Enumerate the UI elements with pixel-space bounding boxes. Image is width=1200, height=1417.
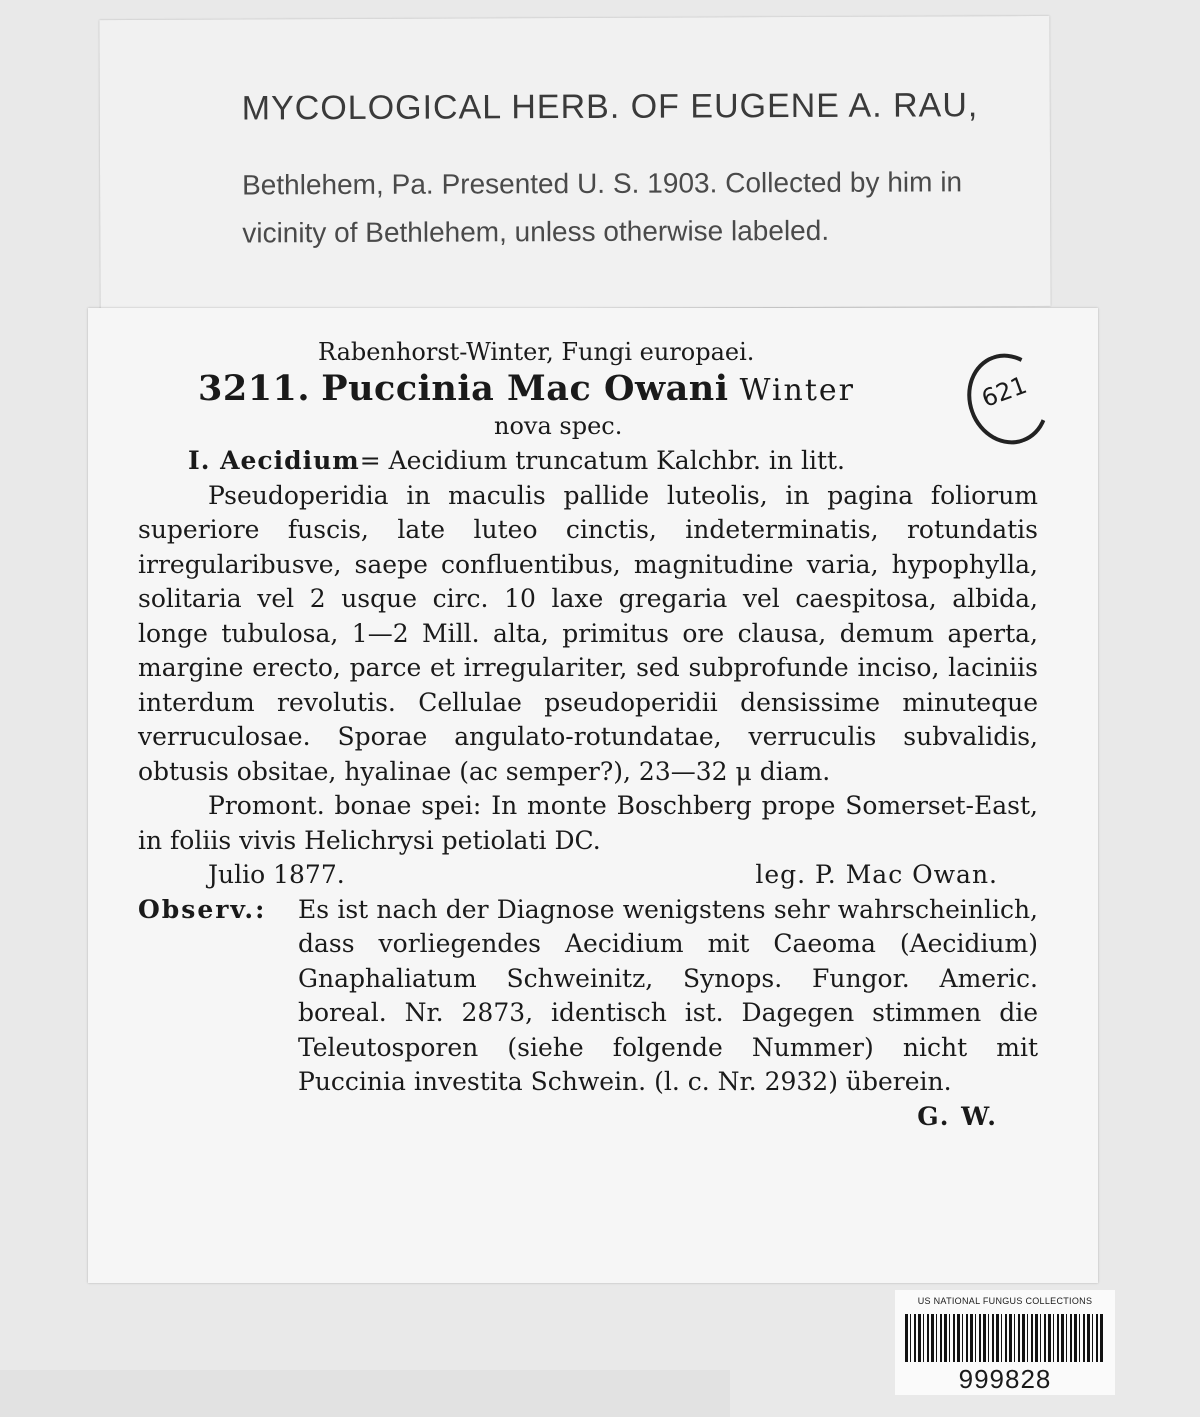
collection-date: Julio 1877. bbox=[208, 860, 345, 889]
observation-label: Observ.: bbox=[138, 894, 267, 924]
observation-text: Es ist nach der Diagnose wenigstens sehr wahrscheinlich, dass vorliegendes Aecidium mit Caeoma (Aecidium) Gnaphaliatum Schweinitz, Synops. Fungor. Americ. boreal. Nr. 2873, identisch ist. Dagegen stimmen die Teleutosporen (siehe folgende Nummer) nicht mit Puccinia investita Schwein. (l. c. Nr. 2932) überein. bbox=[298, 894, 1038, 1096]
locality: Promont. bonae spei: In monte Boschberg prope Somerset-East, in foliis vivis Helichrysi petiolati DC. bbox=[138, 791, 1038, 855]
barcode-header: US NATIONAL FUNGUS COLLECTIONS bbox=[917, 1296, 1093, 1306]
lower-paper-strip bbox=[0, 1370, 730, 1417]
description: Pseudoperidia in maculis pallide luteolis, in pagina foliorum superiore fuscis, late luteo cinctis, indeterminatis, rotundatis irregularibusve, saepe confluentibus, magnitudine varia, hypophylla, solitaria vel 2 usque circ. 10 laxe gregaria vel caespitosa, albida, longe tubulosa, 1—2 Mill. alta, primitus ore clausa, demum aperta, margine erecto, parce et irregulariter, sed subprofunde inciso, laciniis interdum revolutis. Cellulae pseudoperidii densissime minuteque verruculosae. Sporae angulato-rotundatae, verruculis subvalidis, obtusis obsitae, hyalinae (ac semper?), 23—32 μ diam. bbox=[138, 480, 1038, 786]
barcode-bars bbox=[905, 1314, 1105, 1362]
herbarium-label bbox=[99, 16, 1050, 310]
aecidium-synonym: = Aecidium truncatum Kalchbr. in litt. bbox=[359, 446, 845, 475]
aecidium-label: I. Aecidium bbox=[188, 446, 360, 475]
observation bbox=[138, 893, 1038, 1135]
collector: leg. P. Mac Owan. bbox=[755, 860, 998, 889]
circle-stamp bbox=[955, 342, 1062, 456]
species-name: Puccinia Mac Owani bbox=[321, 368, 729, 409]
species-heading bbox=[198, 368, 855, 409]
signature: G. W. bbox=[917, 1101, 998, 1131]
nova-spec: nova spec. bbox=[494, 412, 623, 440]
aecidium-line bbox=[138, 444, 1038, 479]
species-author: Winter bbox=[739, 373, 856, 408]
stamp-text: 621 bbox=[977, 370, 1031, 413]
date-collector-line bbox=[138, 858, 1038, 893]
label-body bbox=[138, 444, 1038, 1134]
barcode-number: 999828 bbox=[958, 1364, 1052, 1394]
exsiccata-label bbox=[88, 308, 1098, 1283]
signature-line bbox=[298, 1100, 1038, 1135]
herbarium-title: MYCOLOGICAL HERB. OF EUGENE A. RAU, bbox=[241, 86, 979, 128]
barcode-label bbox=[895, 1290, 1115, 1395]
observation-body bbox=[298, 893, 1038, 1135]
exsiccata-number: 3211. bbox=[198, 368, 311, 409]
series-title: Rabenhorst-Winter, Fungi europaei. bbox=[318, 338, 755, 366]
herbarium-text: Bethlehem, Pa. Presented U. S. 1903. Collected by him in vicinity of Bethlehem, unless otherwise labeled. bbox=[242, 166, 963, 249]
